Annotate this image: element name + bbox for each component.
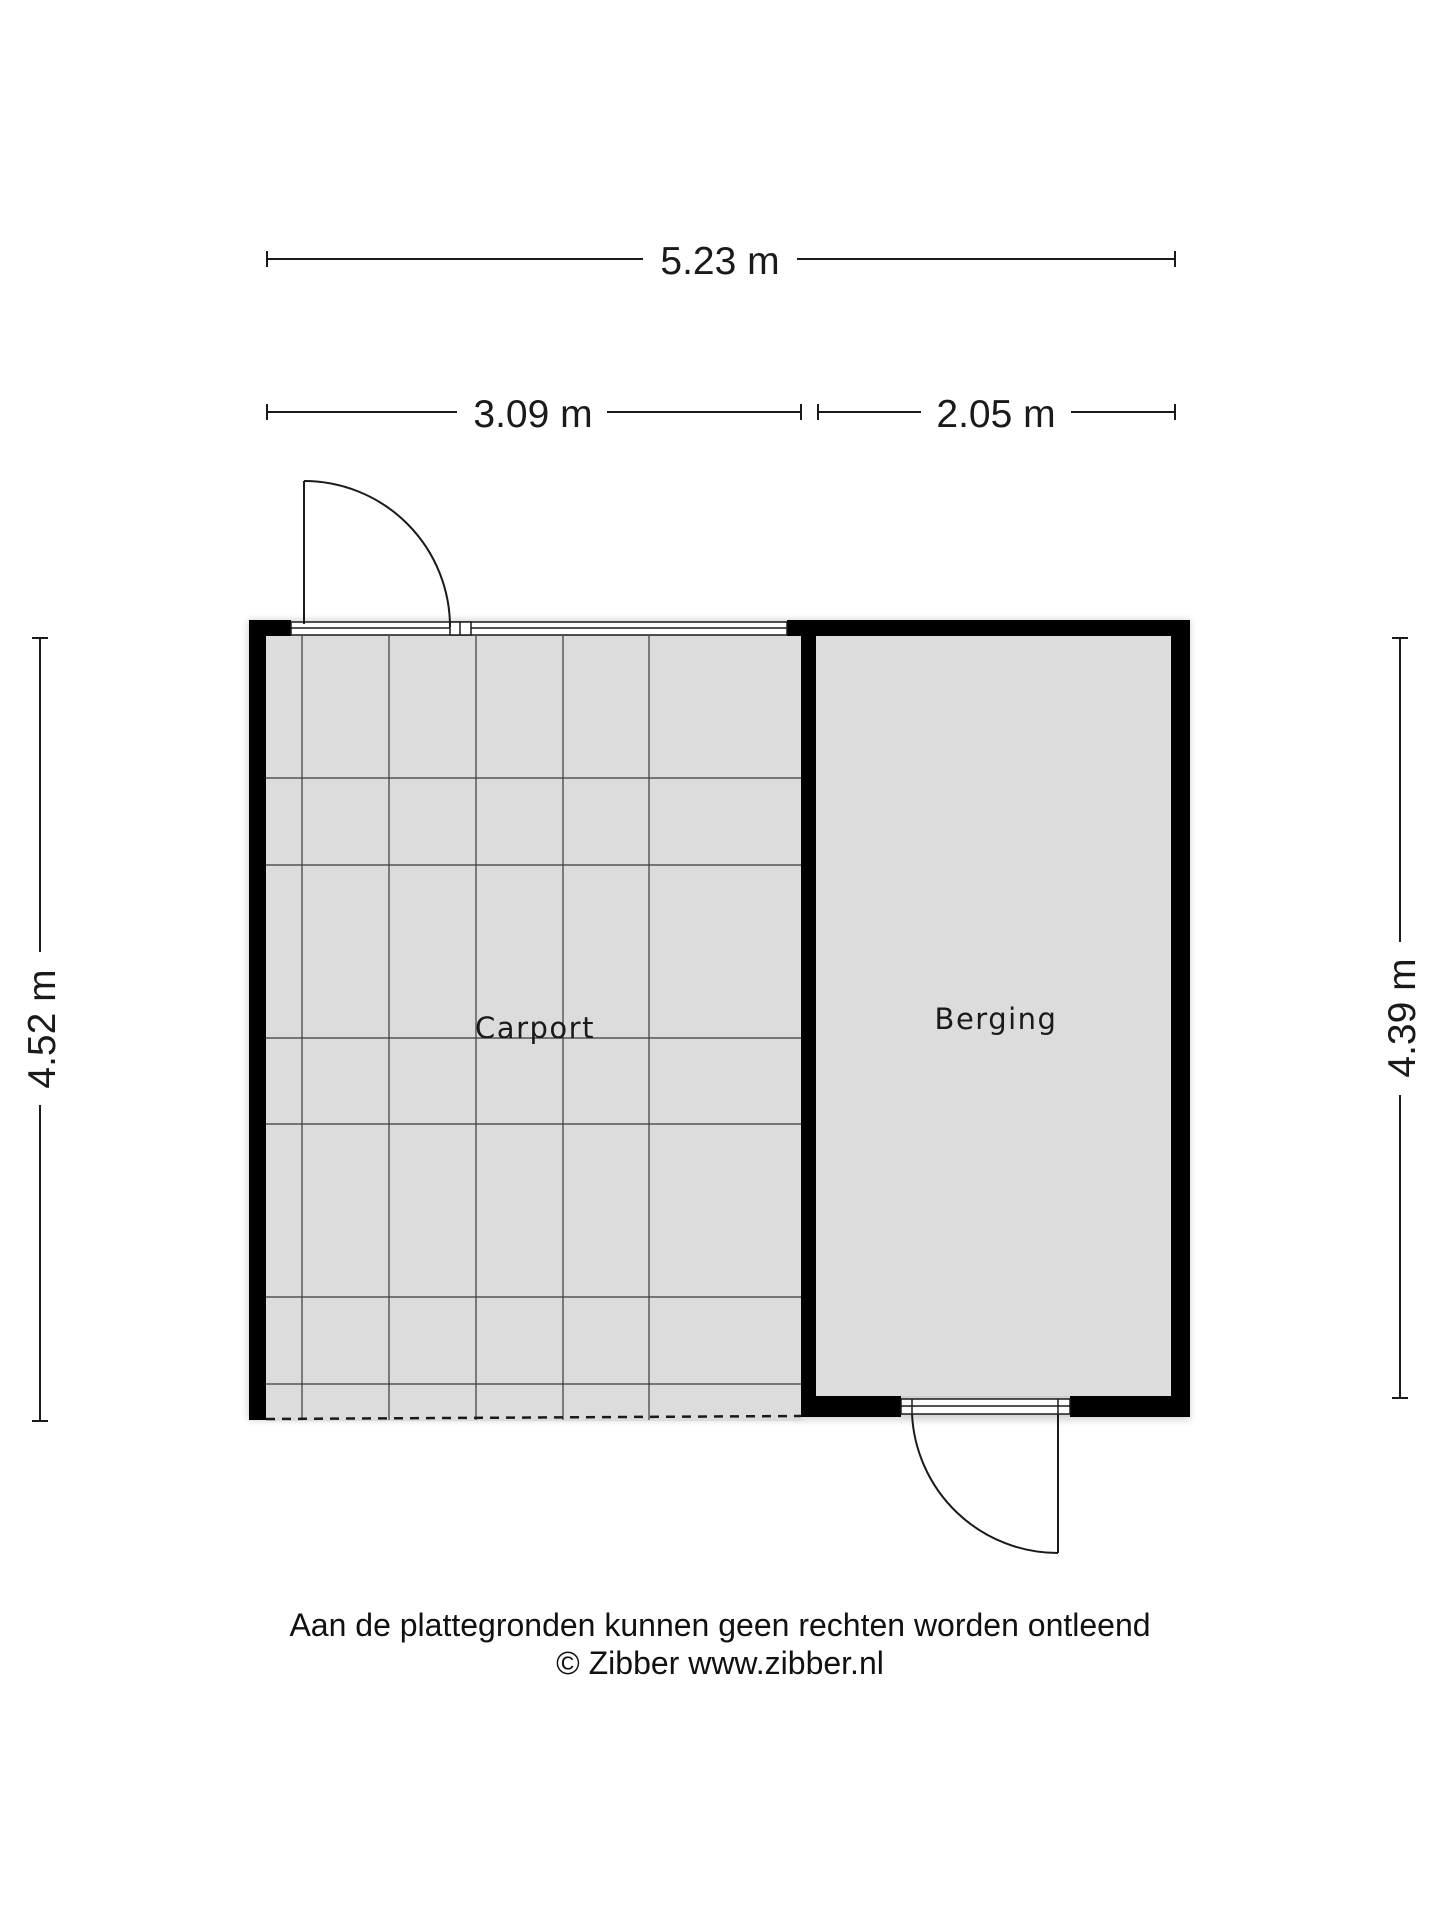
dimension-total-width-label: 5.23 m [660,240,780,283]
berging-left-wall [801,620,816,1417]
dimension-carport-width-label: 3.09 m [473,393,593,436]
berging-right-wall [1171,620,1190,1417]
berging-bottom-wall-left [801,1396,901,1417]
berging-door-swing [912,1414,1058,1553]
berging-bottom-wall-right [1070,1396,1190,1417]
room-label-berging: Berging [934,1002,1058,1036]
room-label-carport: Carport [475,1011,595,1045]
carport-top-wall-left-stub [249,620,291,636]
dimension-left-height-label: 4.52 m [21,969,64,1089]
carport-top-openings [291,622,787,635]
berging-door-frame [901,1399,1070,1414]
disclaimer-text: Aan de plattegronden kunnen geen rechten worden ontleend [289,1607,1151,1643]
carport-door-swing [304,481,450,627]
copyright-text: © Zibber www.zibber.nl [556,1645,884,1681]
dimension-berging-width-label: 2.05 m [936,393,1056,436]
dimension-right-height-label: 4.39 m [1381,958,1424,1078]
berging-top-wall [801,620,1190,636]
carport-left-wall [249,620,266,1420]
